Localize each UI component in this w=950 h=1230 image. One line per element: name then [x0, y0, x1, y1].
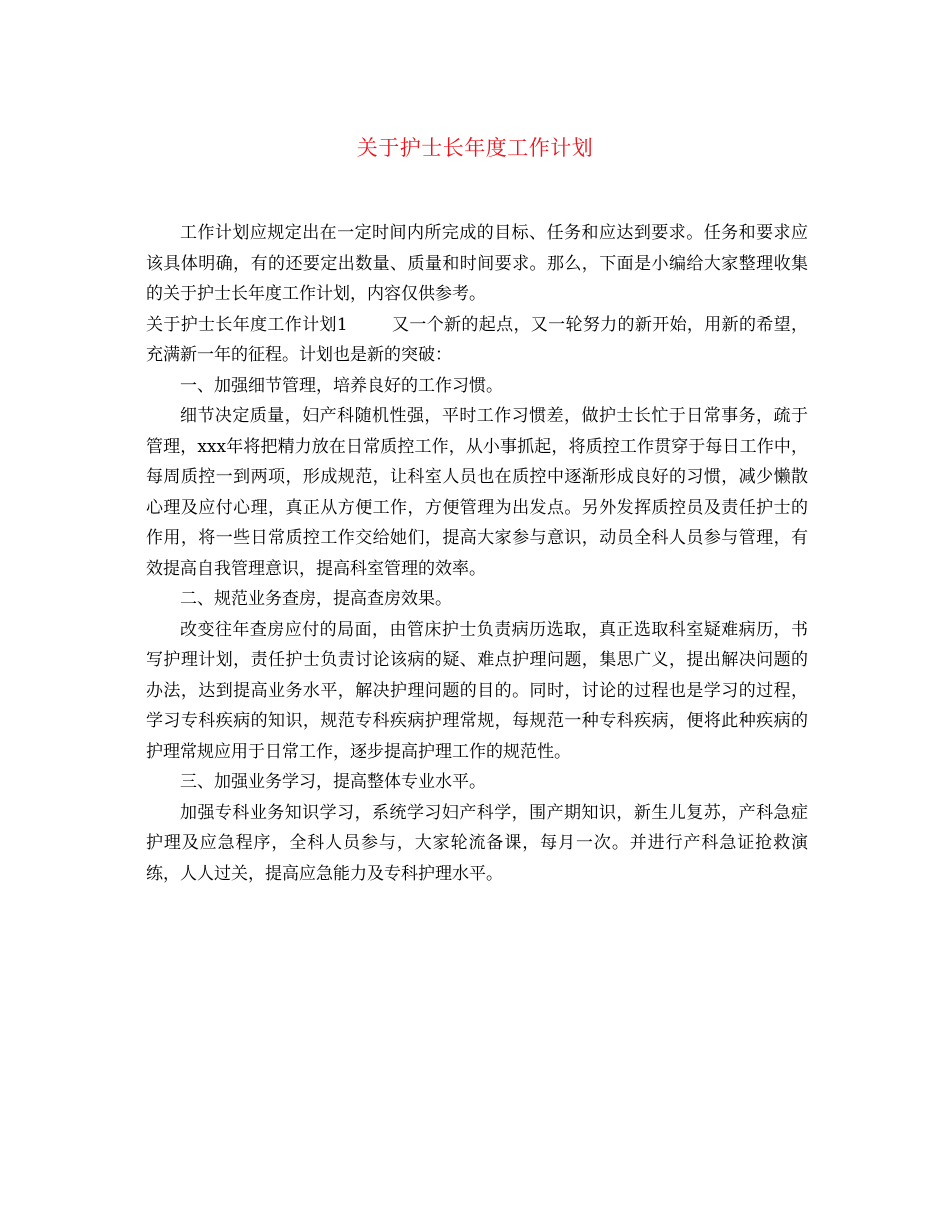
section-body-2: 改变往年查房应付的局面，由管床护士负责病历选取，真正选取科室疑难病历，书写护理计划，责任护士负责讨论该病的疑、难点护理问题，集思广义，提出解决问题的办法，达到提高业务水平，解决护理问题的目的。同时，讨论的过程也是学习的过程，学习专科疾病的知识，规范专科疾病护理常规，每规范一种专科疾病，便将此种疾病的护理常规应用于日常工作，逐步提高护理工作的规范性。 — [146, 619, 808, 762]
section-body-3: 加强专科业务知识学习，系统学习妇产科学，围产期知识，新生儿复苏，产科急症护理及应急程序，全科人员参与，大家轮流备课，每月一次。并进行产科急证抢救演练，人人过关，提高应急能力及专科护理水平。 — [146, 802, 808, 884]
section-heading-1: 一、加强细节管理，培养良好的工作习惯。 — [180, 375, 503, 396]
section-body-1: 细节决定质量，妇产科随机性强，平时工作习惯差，做护士长忙于日常事务，疏于管理，xxx年将把精力放在日常质控工作，从小事抓起，将质控工作贯穿于每日工作中，每周质控一到两项，形成规范，让科室人员也在质控中逐渐形成良好的习惯，减少懒散心理及应付心理，真正从方便工作，方便管理为出发点。另外发挥质控员及责任护士的作用，将一些日常质控工作交给她们，提高大家参与意识，动员全科人员参与管理，有效提高自我管理意识，提高科室管理的效率。 — [146, 406, 808, 579]
document-body — [146, 218, 808, 889]
plan-opening-text: 又一个新的起点，又一轮努力的新开始，用新的希望，充满新一年的征程。计划也是新的突破： — [146, 314, 809, 365]
section-heading-3: 三、加强业务学习，提高整体专业水平。 — [180, 772, 486, 792]
plan-opening-paragraph — [146, 310, 808, 371]
intro-paragraph: 工作计划应规定出在一定时间内所完成的目标、任务和应达到要求。任务和要求应该具体明确，有的还要定出数量、质量和时间要求。那么，下面是小编给大家整理收集的关于护士长年度工作计划，内容仅供参考。 — [146, 223, 808, 304]
plan-label: 关于护士长年度工作计划1 — [146, 314, 348, 335]
section-heading-2: 二、规范业务查房，提高查房效果。 — [180, 589, 452, 609]
document-title: 关于护士长年度工作计划 — [356, 136, 594, 160]
